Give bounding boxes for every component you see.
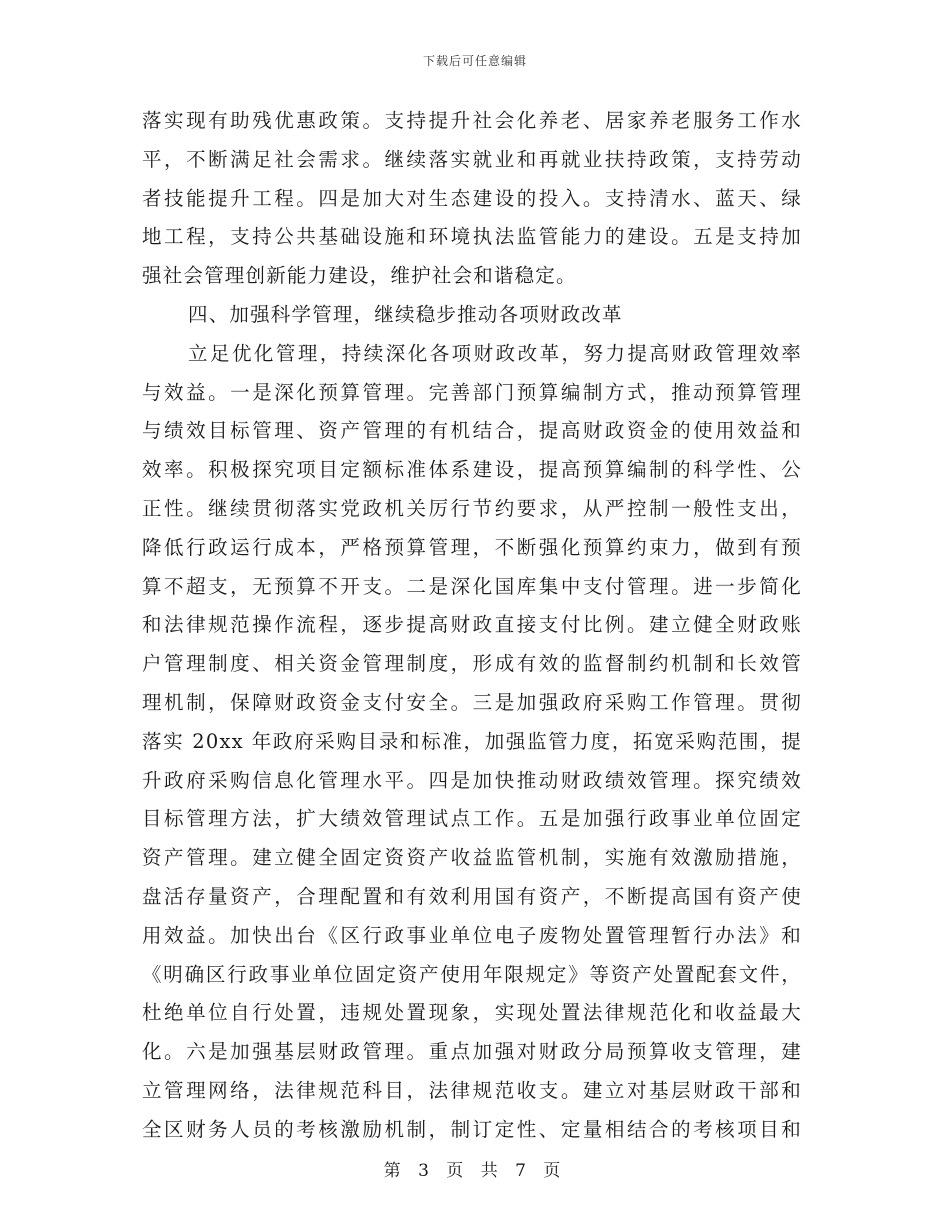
section-heading: 四、加强科学管理，继续稳步推动各项财政改革	[188, 302, 623, 326]
text-line: 降低行政运行成本，严格预算管理，不断强化预算约束力，做到有预	[142, 535, 802, 559]
text-line: 《明确区行政事业单位固定资产使用年限规定》等资产处置配套文件，	[142, 962, 802, 986]
text-line: 算不超支，无预算不开支。二是深化国库集中支付管理。进一步简化	[142, 574, 802, 598]
text-line-paragraph-end: 强社会管理创新能力建设，维护社会和谐稳定。	[142, 264, 577, 288]
text-line: 全区财务人员的考核激励机制，制订定性、定量相结合的考核项目和	[142, 1117, 802, 1141]
text-line: 理机制，保障财政资金支付安全。三是加强政府采购工作管理。贯彻	[142, 690, 802, 714]
text-line-paragraph-start: 立足优化管理，持续深化各项财政改革，努力提高财政管理效率	[188, 341, 802, 365]
text-line: 平，不断满足社会需求。继续落实就业和再就业扶持政策，支持劳动	[142, 147, 802, 171]
text-line: 效率。积极探究项目定额标准体系建设，提高预算编制的科学性、公	[142, 458, 802, 482]
text-line: 资产管理。建立健全固定资资产收益监管机制，实施有效激励措施，	[142, 846, 802, 870]
text-line: 盘活存量资产，合理配置和有效利用国有资产，不断提高国有资产使	[142, 884, 802, 908]
text-line: 者技能提升工程。四是加大对生态建设的投入。支持清水、蓝天、绿	[142, 186, 802, 210]
text-line: 立管理网络，法律规范科目，法律规范收支。建立对基层财政干部和	[142, 1078, 802, 1102]
page-number: 第 3 页 共 7 页	[383, 1161, 567, 1181]
text-line: 地工程，支持公共基础设施和环境执法监管能力的建设。五是支持加	[142, 225, 802, 249]
text-line: 和法律规范操作流程，逐步提高财政直接支付比例。建立健全财政账	[142, 613, 802, 637]
page-header-note: 下载后可任意编辑	[422, 54, 527, 68]
text-line: 升政府采购信息化管理水平。四是加快推动财政绩效管理。探究绩效	[142, 768, 802, 792]
text-line: 杜绝单位自行处置，违规处置现象，实现处置法律规范化和收益最大	[142, 1001, 802, 1025]
text-line: 目标管理方法，扩大绩效管理试点工作。五是加强行政事业单位固定	[142, 807, 802, 831]
text-line: 化。六是加强基层财政管理。重点加强对财政分局预算收支管理，建	[142, 1040, 802, 1064]
document-body	[142, 102, 802, 1150]
text-line: 落实 20xx 年政府采购目录和标准，加强监管力度，拓宽采购范围，提	[142, 729, 802, 753]
text-line: 与绩效目标管理、资产管理的有机结合，提高财政资金的使用效益和	[142, 419, 802, 443]
text-line: 落实现有助残优惠政策。支持提升社会化养老、居家养老服务工作水	[142, 109, 802, 132]
text-line: 正性。继续贯彻落实党政机关厉行节约要求，从严控制一般性支出，	[142, 496, 802, 520]
text-line: 用效益。加快出台《区行政事业单位电子废物处置管理暂行办法》和	[142, 923, 802, 947]
text-line: 户管理制度、相关资金管理制度，形成有效的监督制约机制和长效管	[142, 652, 802, 676]
text-line: 与效益。一是深化预算管理。完善部门预算编制方式，推动预算管理	[142, 380, 802, 404]
